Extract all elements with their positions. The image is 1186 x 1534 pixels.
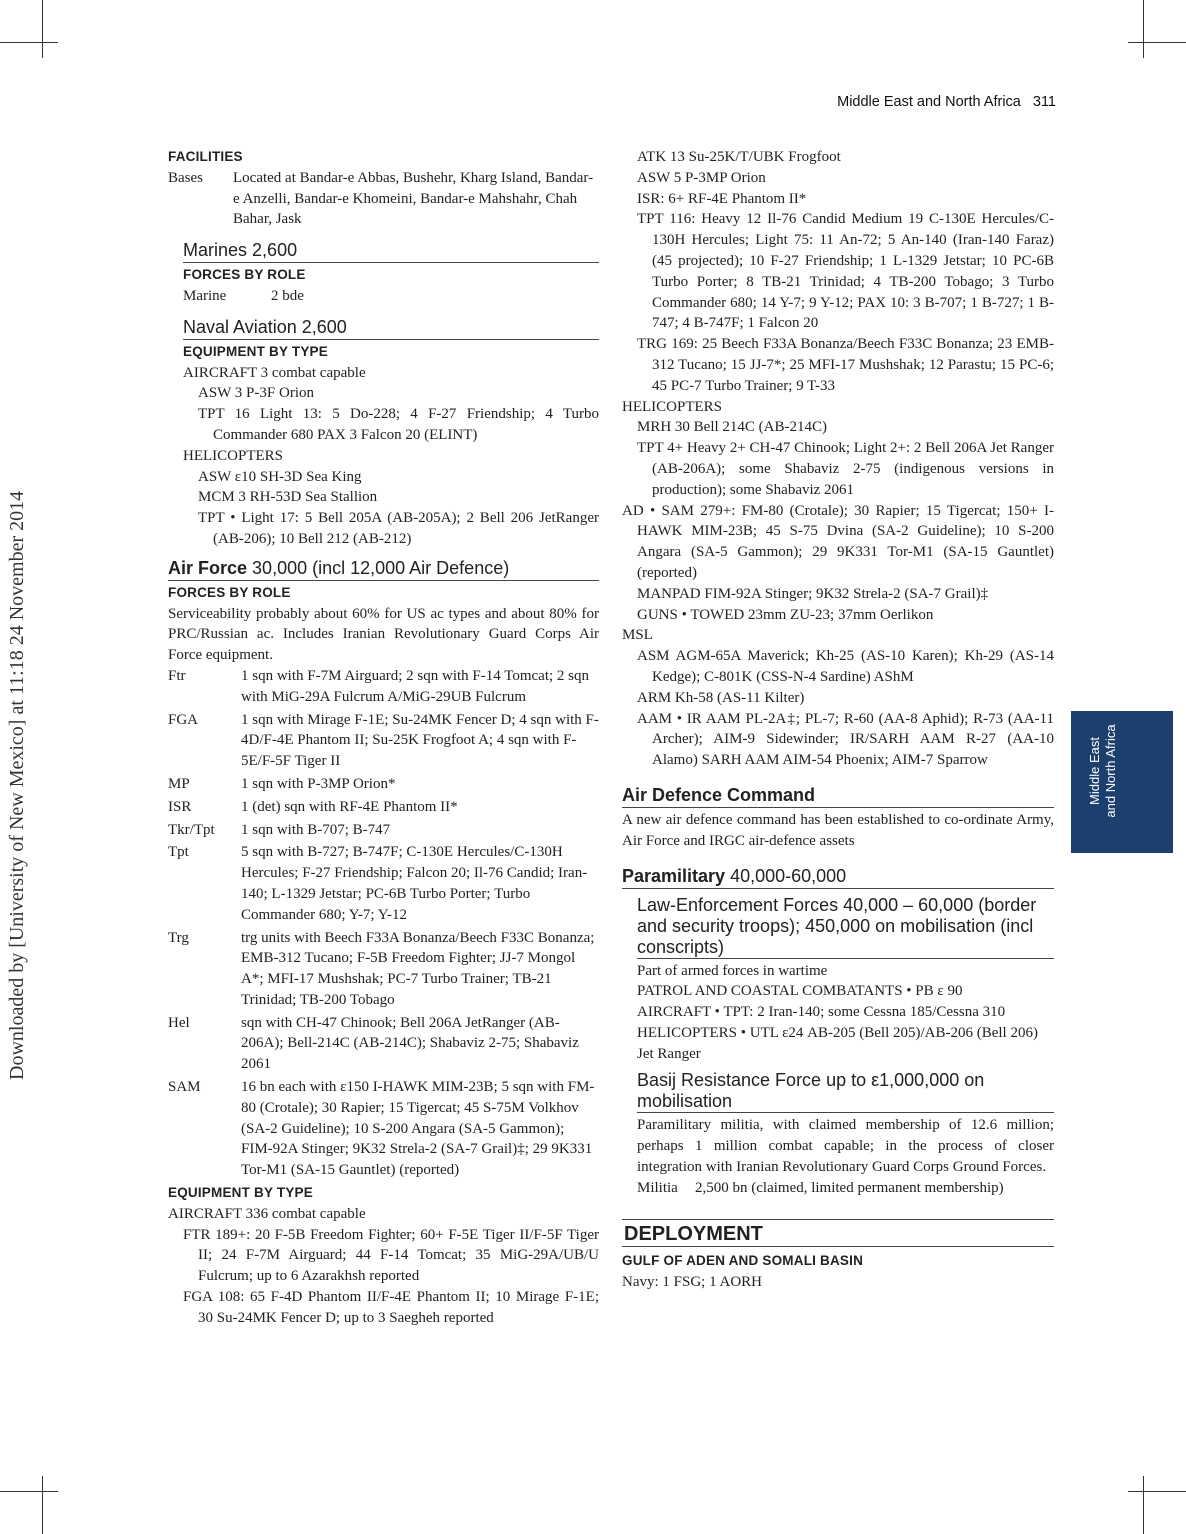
table-row: FGA 1 sqn with Mirage F-1E; Su-24MK Fencer D; 4 sqn with F-4D/F-4E Phantom II; Su-25K Frogfoot A; 4 sqn with F-5E/F-5F Tiger II: [168, 711, 599, 770]
air-force-fga: FGA 108: 65 F-4D Phantom II/F-4E Phantom II; 10 Mirage F-1E; 30 Su-24MK Fencer D; up to 3 Saegheh reported: [183, 1289, 599, 1326]
naval-aviation-heading: Naval Aviation 2,600: [183, 315, 599, 340]
table-row: Trg trg units with Beech F33A Bonanza/Beech F33C Bonanza; EMB-312 Tucano; F-5B Freedom Fighter; JJ-7 Mongol A*; MFI-17 Mushshak; PC-7 Turbo Trainer; TB-21 Trinidad; TB-200 Tobago: [168, 929, 595, 1008]
aam-line: AAM • IR AAM PL-2A‡; PL-7; R-60 (AA-8 Aphid); R-73 (AA-11 Archer); AIM-9 Sidewinder; IR/SARH AAM R-27 (AA-10 Alamo) SARH AAM AIM-54 Phoenix; AIM-7 Sparrow: [637, 710, 1054, 769]
crop-mark-bottom-right-v: [1143, 1476, 1144, 1534]
naval-aviation-helicopters: HELICOPTERS: [183, 447, 284, 464]
tpt-line: TPT 116: Heavy 12 Il-76 Candid Medium 19 C-130E Hercules/C-130H Hercules; Light 75: 11 An-72; 5 An-140 (Iran-140 Faraz) (45 projected); 10 F-27 Friendship; 1 L-1329 Jetstar; 10 PC-6B Turbo Porter; 8 TB-21 Trinidad; 4 TB-200 Tobago; 3 Turbo Commander 680; 14 Y-7; 9 Y-12; PAX 10: 3 B-707; 1 B-727; 1 B-747; 4 B-747F; 1 Falcon 20: [637, 211, 1054, 332]
naval-aviation-aircraft: AIRCRAFT 3 combat capable: [183, 364, 366, 381]
naval-aviation-hel-tpt: TPT • Light 17: 5 Bell 205A (AB-205A); 2 Bell 206 JetRanger (AB-206); 10 Bell 212 (AB-212): [198, 510, 599, 547]
table-row: Hel sqn with CH-47 Chinook; Bell 206A JetRanger (AB-206A); Bell-214C (AB-214C); Shabaviz 2-75; Shabaviz 2061: [168, 1014, 579, 1073]
marine-key: Marine: [183, 287, 227, 304]
gulf-of-aden-heading: GULF OF ADEN AND SOMALI BASIN: [622, 1253, 864, 1269]
crop-mark-bottom-left-h: [0, 1491, 58, 1492]
bases-value: Located at Bandar-e Abbas, Bushehr, Kharg Island, Bandar-e Anzelli, Bandar-e Khomeini, Bandar-e Mahshahr, Chah Bahar, Jask: [233, 169, 594, 228]
table-row: Tkr/Tpt 1 sqn with B-707; B-747: [168, 821, 391, 838]
asm-line: ASM AGM-65A Maverick; Kh-25 (AS-10 Karen); Kh-29 (AS-14 Kedge); C-801K (CSS-N-4 Sardine) AShM: [637, 648, 1054, 685]
air-defence-command-heading: Air Defence Command: [622, 783, 1054, 808]
deployment-heading: DEPLOYMENT: [622, 1219, 1054, 1248]
law-enforcement-part: Part of armed forces in wartime: [637, 962, 828, 979]
crop-mark-bottom-right-h: [1128, 1491, 1186, 1492]
crop-mark-top-right-v: [1143, 0, 1144, 58]
naval-aviation-tpt: TPT 16 Light 13: 5 Do-228; 4 F-27 Friendship; 4 Turbo Commander 680 PAX 3 Falcon 20 (ELINT): [198, 406, 599, 443]
paramilitary-heading: Paramilitary 40,000-60,000: [622, 864, 1054, 889]
isr-line: ISR: 6+ RF-4E Phantom II*: [637, 190, 807, 207]
law-enforcement-heading: Law-Enforcement Forces 40,000 – 60,000 (border and security troops); 450,000 on mobilisation (incl conscripts): [637, 895, 1054, 959]
ad-line: AD • SAM 279+: FM-80 (Crotale); 30 Rapier; 15 Tigercat; 150+ I-HAWK MIM-23B; 45 S-75 Dvina (SA-2 Guideline); 10 S-200 Angara (SA-5 Gammon); 29 9K331 Tor-M1 (SA-15 Gauntlet) (reported): [622, 502, 1054, 581]
naval-aviation-equipment-label: EQUIPMENT BY TYPE: [183, 343, 328, 359]
download-watermark: Downloaded by [University of New Mexico] at 11:18 24 November 2014: [6, 490, 28, 1080]
table-row: SAM 16 bn each with ε150 I-HAWK MIM-23B; 5 sqn with FM-80 (Crotale); 30 Rapier; 15 Tigercat; 45 S-75M Volkhov (SA-2 Guideline); 10 S-200 Angara (SA-5 Gammon); FIM-92A Stinger; 9K32 Strela-2 (SA-7 Grail)‡; 29 9K331 Tor-M1 (SA-15 Gauntlet) (reported): [168, 1079, 595, 1179]
naval-aviation-hel-mcm: MCM 3 RH-53D Sea Stallion: [198, 489, 378, 506]
crop-mark-top-right-h: [1128, 42, 1186, 43]
navy-deployment: Navy: 1 FSG; 1 AORH: [622, 1274, 763, 1291]
mrh-line: MRH 30 Bell 214C (AB-214C): [637, 419, 828, 436]
basij-text: Paramilitary militia, with claimed membership of 12.6 million; perhaps 1 million combat capable; in the process of closer integration with Iranian Revolutionary Guard Corps Ground Forces.: [637, 1117, 1054, 1176]
left-column: [168, 147, 599, 1329]
marines-heading: Marines 2,600: [183, 238, 599, 263]
table-row: Tpt 5 sqn with B-727; B-747F; C-130E Hercules/C-130H Hercules; F-27 Friendship; Falcon 20; Il-76 Candid; Iran-140; L-1329 Jetstar; PC-6B Turbo Porter; Turbo Commander 680; Y-7; Y-12: [168, 844, 588, 923]
air-force-serviceability: Serviceability probably about 60% for US ac types and about 80% for PRC/Russian ac. Includes Iranian Revolutionary Guard Corps Air Force equipment.: [168, 605, 599, 664]
air-force-heading: Air Force 30,000 (incl 12,000 Air Defence): [168, 556, 599, 581]
law-enforcement-helicopters: HELICOPTERS • UTL ε24 AB-205 (Bell 205)/AB-206 (Bell 206) Jet Ranger: [637, 1024, 1038, 1062]
marine-value: 2 bde: [271, 287, 304, 304]
air-force-equipment-label: EQUIPMENT BY TYPE: [168, 1185, 313, 1201]
thumb-tab-label: Middle East and North Africa: [1087, 724, 1118, 818]
right-column: [622, 147, 1054, 1293]
trg-line: TRG 169: 25 Beech F33A Bonanza/Beech F33C Bonanza; 23 EMB-312 Tucano; 15 JJ-7*; 25 MFI-17 Mushshak; 12 Parastu; 15 PC-6; 45 PC-7 Turbo Trainer; 9 T-33: [637, 336, 1054, 394]
table-row: MP 1 sqn with P-3MP Orion*: [168, 775, 396, 792]
basij-heading: Basij Resistance Force up to ε1,000,000 on mobilisation: [637, 1070, 1054, 1113]
naval-aviation-asw: ASW 3 P-3F Orion: [198, 385, 314, 402]
table-row: Ftr 1 sqn with F-7M Airguard; 2 sqn with F-14 Tomcat; 2 sqn with MiG-29A Fulcrum A/MiG-29UB Fulcrum: [168, 667, 589, 705]
table-row: ISR 1 (det) sqn with RF-4E Phantom II*: [168, 798, 458, 815]
militia-key: Militia: [637, 1179, 678, 1196]
militia-table: [637, 1178, 1054, 1201]
running-header: [837, 94, 1056, 110]
militia-value: 2,500 bn (claimed, limited permanent membership): [695, 1179, 1004, 1196]
hel-tpt-line: TPT 4+ Heavy 2+ CH-47 Chinook; Light 2+: 2 Bell 206A Jet Ranger (AB-206A); some Shabaviz 2-75 (indigenous versions in production); some Shabaviz 2061: [637, 440, 1054, 498]
page-number: 311: [1032, 94, 1056, 110]
bases-table: [168, 168, 599, 232]
asw-line: ASW 5 P-3MP Orion: [637, 169, 766, 186]
air-defence-command-text: A new air defence command has been established to co-ordinate Army, Air Force and IRGC air-defence assets: [622, 811, 1054, 849]
law-enforcement-aircraft: AIRCRAFT • TPT: 2 Iran-140; some Cessna 185/Cessna 310: [637, 1004, 1006, 1021]
helicopters-label: HELICOPTERS: [622, 398, 723, 415]
air-force-roles-table: [168, 666, 599, 1183]
header-section: Middle East and North Africa: [837, 94, 1021, 110]
naval-aviation-hel-asw: ASW ε10 SH-3D Sea King: [198, 468, 362, 485]
manpad-line: MANPAD FIM-92A Stinger; 9K32 Strela-2 (SA-7 Grail)‡: [637, 585, 989, 602]
arm-line: ARM Kh-58 (AS-11 Kilter): [637, 689, 805, 706]
guns-line: GUNS • TOWED 23mm ZU-23; 37mm Oerlikon: [637, 606, 934, 623]
air-force-forces-by-role: FORCES BY ROLE: [168, 584, 291, 600]
marines-forces-by-role: FORCES BY ROLE: [183, 267, 306, 283]
atk-line: ATK 13 Su-25K/T/UBK Frogfoot: [637, 149, 841, 165]
crop-mark-top-left-h: [0, 42, 58, 43]
bases-key: Bases: [168, 169, 203, 186]
air-force-aircraft: AIRCRAFT 336 combat capable: [168, 1205, 366, 1222]
marines-table: [183, 286, 599, 309]
crop-mark-bottom-left-v: [42, 1476, 43, 1534]
crop-mark-top-left-v: [42, 0, 43, 58]
air-force-ftr: FTR 189+: 20 F-5B Freedom Fighter; 60+ F-5E Tiger II/F-5F Tiger II; 24 F-7M Airguard; 44 F-14 Tomcat; 35 MiG-29A/UB/U Fulcrum; up to 6 Azarakhsh reported: [183, 1226, 599, 1285]
facilities-label: FACILITIES: [168, 149, 243, 164]
law-enforcement-patrol: PATROL AND COASTAL COMBATANTS • PB ε 90: [637, 983, 963, 1000]
msl-label: MSL: [622, 627, 653, 644]
